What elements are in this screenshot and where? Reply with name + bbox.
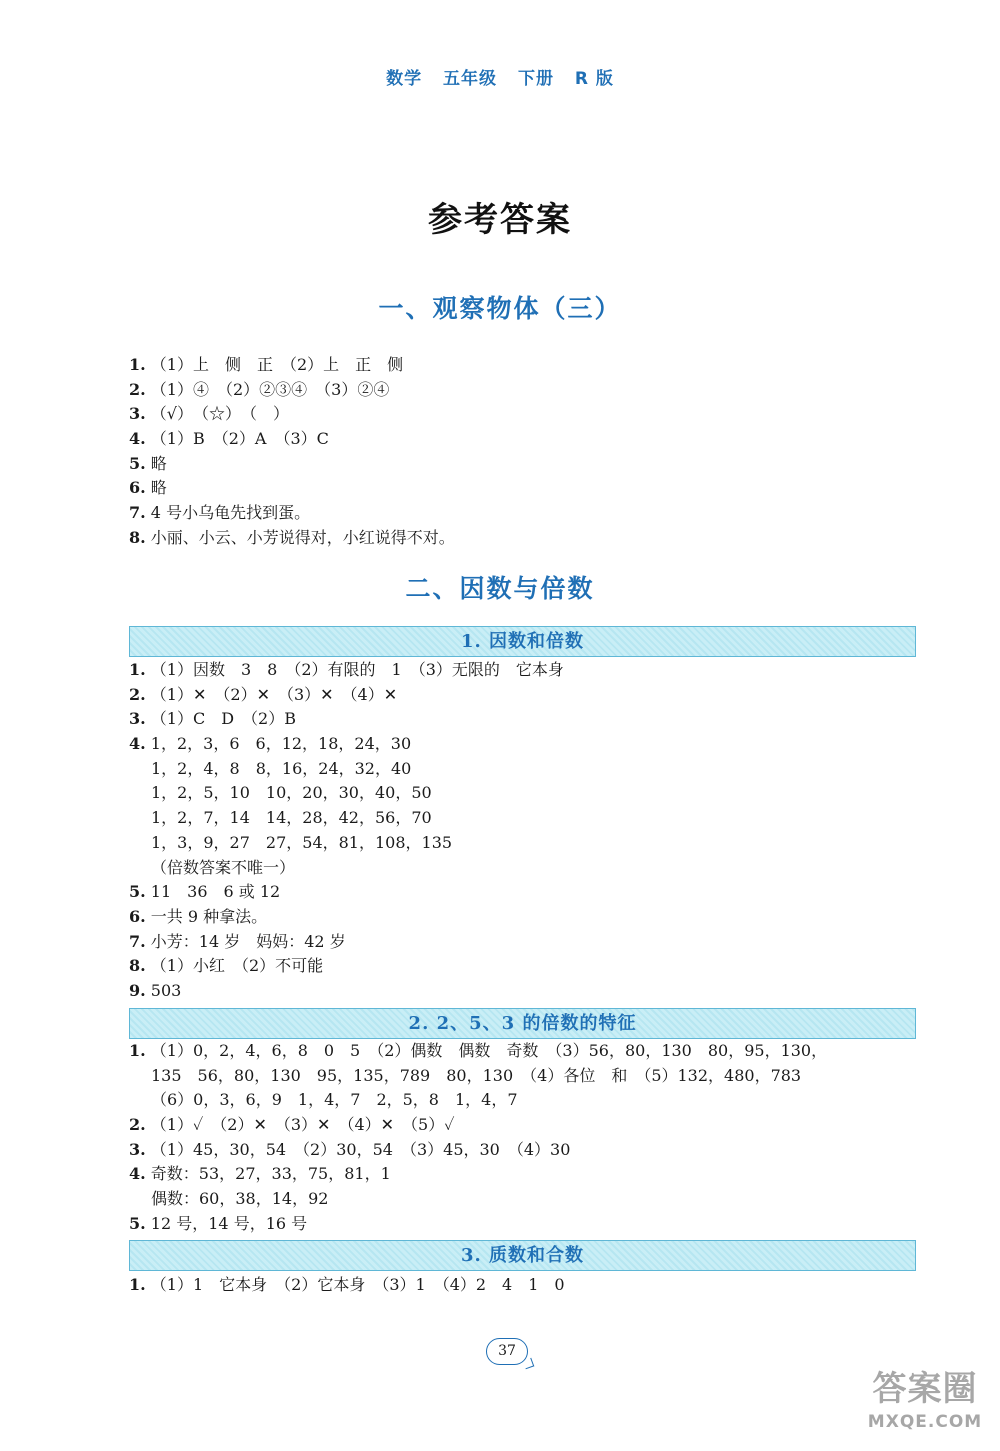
section-title-factors: 二、因数与倍数: [405, 574, 595, 603]
answer-line: 9. 503: [129, 980, 182, 1000]
answer-line: 6. 略: [129, 478, 167, 498]
answer-line: 8. （1）小红 （2）不可能: [129, 956, 324, 976]
subsection-bar: [129, 626, 916, 657]
page-title: 参考答案: [428, 200, 572, 240]
watermark-logo: 答案圈 MXQE.COM: [867, 1369, 983, 1432]
subsection-title: 1. 因数和倍数: [460, 631, 585, 652]
header-grade: 五年级: [443, 69, 498, 89]
answer-line: （6）0，3，6，9 1，4，7 2，5，8 1，4，7: [151, 1090, 518, 1110]
answer-line: 7. 小芳：14 岁 妈妈：42 岁: [129, 931, 346, 951]
answer-line: 1. （1）上 侧 正 （2）上 正 侧: [129, 355, 404, 374]
subsection-bar: [129, 1008, 916, 1039]
header-subject: 数学: [386, 69, 423, 89]
header-volume: 下册: [517, 69, 554, 89]
answer-line: 135 56，80，130 95，135，789 80，130 （4）各位 和 （5）132，480，783: [151, 1065, 802, 1085]
answer-line: 1，2，7，14 14，28，42，56，70: [151, 808, 432, 828]
answer-line: 3. （√） （☆） （ ）: [129, 404, 289, 424]
page-header: [0, 64, 1000, 89]
answer-line: 偶数：60，38，14，92: [151, 1189, 329, 1209]
answer-line: 1，2，5，10 10，20，30，40，50: [151, 783, 432, 803]
answers-subsection-3: [129, 1273, 929, 1298]
answers-section-1: [129, 353, 929, 551]
answers-subsection-1: [129, 658, 929, 1004]
answer-line: 1. （1）因数 3 8 （2）有限的 1 （3）无限的 它本身: [129, 660, 564, 679]
subsection-title: 3. 质数和合数: [460, 1245, 585, 1266]
answer-line: 5. 略: [129, 453, 167, 473]
answer-line: 4. 奇数：53，27，33，75，81，1: [129, 1164, 391, 1184]
answer-line: 4. 1，2，3，6 6，12，18，24，30: [129, 734, 412, 754]
answer-line: 4. （1）B （2）A （3）C: [129, 429, 329, 449]
subsection-bar: [129, 1240, 916, 1271]
section-title-observe: 一、观察物体（三）: [378, 294, 622, 323]
answer-line: 8. 小丽、小云、小芳说得对，小红说得不对。: [129, 527, 455, 547]
answer-line: 7. 4 号小乌龟先找到蛋。: [129, 503, 311, 523]
answer-line: 6. 一共 9 种拿法。: [129, 906, 268, 926]
answer-line: 1. （1）0，2，4，6，8 0 5 （2）偶数 偶数 奇数 （3）56，80，130 80，95，130，: [129, 1041, 828, 1060]
answer-line: 1. （1）1 它本身 （2）它本身 （3）1 （4）2 4 1 0: [129, 1275, 565, 1294]
answer-line: 2. （1）✓ （2）✕ （3）✕ （4）✕ （5）✓: [129, 1115, 455, 1135]
answer-line: 3. （1）45，30，54 （2）30，54 （3）45，30 （4）30: [129, 1139, 571, 1159]
page-number: 37: [486, 1338, 528, 1365]
answer-line: 5. 11 36 6 或 12: [129, 882, 281, 902]
answer-line: 1，3，9，27 27，54，81，108，135: [151, 832, 453, 852]
answer-line: 2. （1）✕ （2）✕ （3）✕ （4）✕: [129, 684, 398, 704]
header-edition: R 版: [574, 69, 614, 89]
answer-line: 5. 12 号，14 号，16 号: [129, 1213, 308, 1233]
answer-line: 3. （1）C D （2）B: [129, 709, 296, 729]
answer-line: 1，2，4，8 8，16，24，32，40: [151, 758, 412, 778]
answers-subsection-2: [129, 1039, 929, 1237]
subsection-title: 2. 2、5、3 的倍数的特征: [408, 1013, 637, 1034]
answer-line: 2. （1）④ （2）②③④ （3）②④: [129, 379, 390, 399]
answer-line: （倍数答案不唯一）: [151, 857, 296, 877]
